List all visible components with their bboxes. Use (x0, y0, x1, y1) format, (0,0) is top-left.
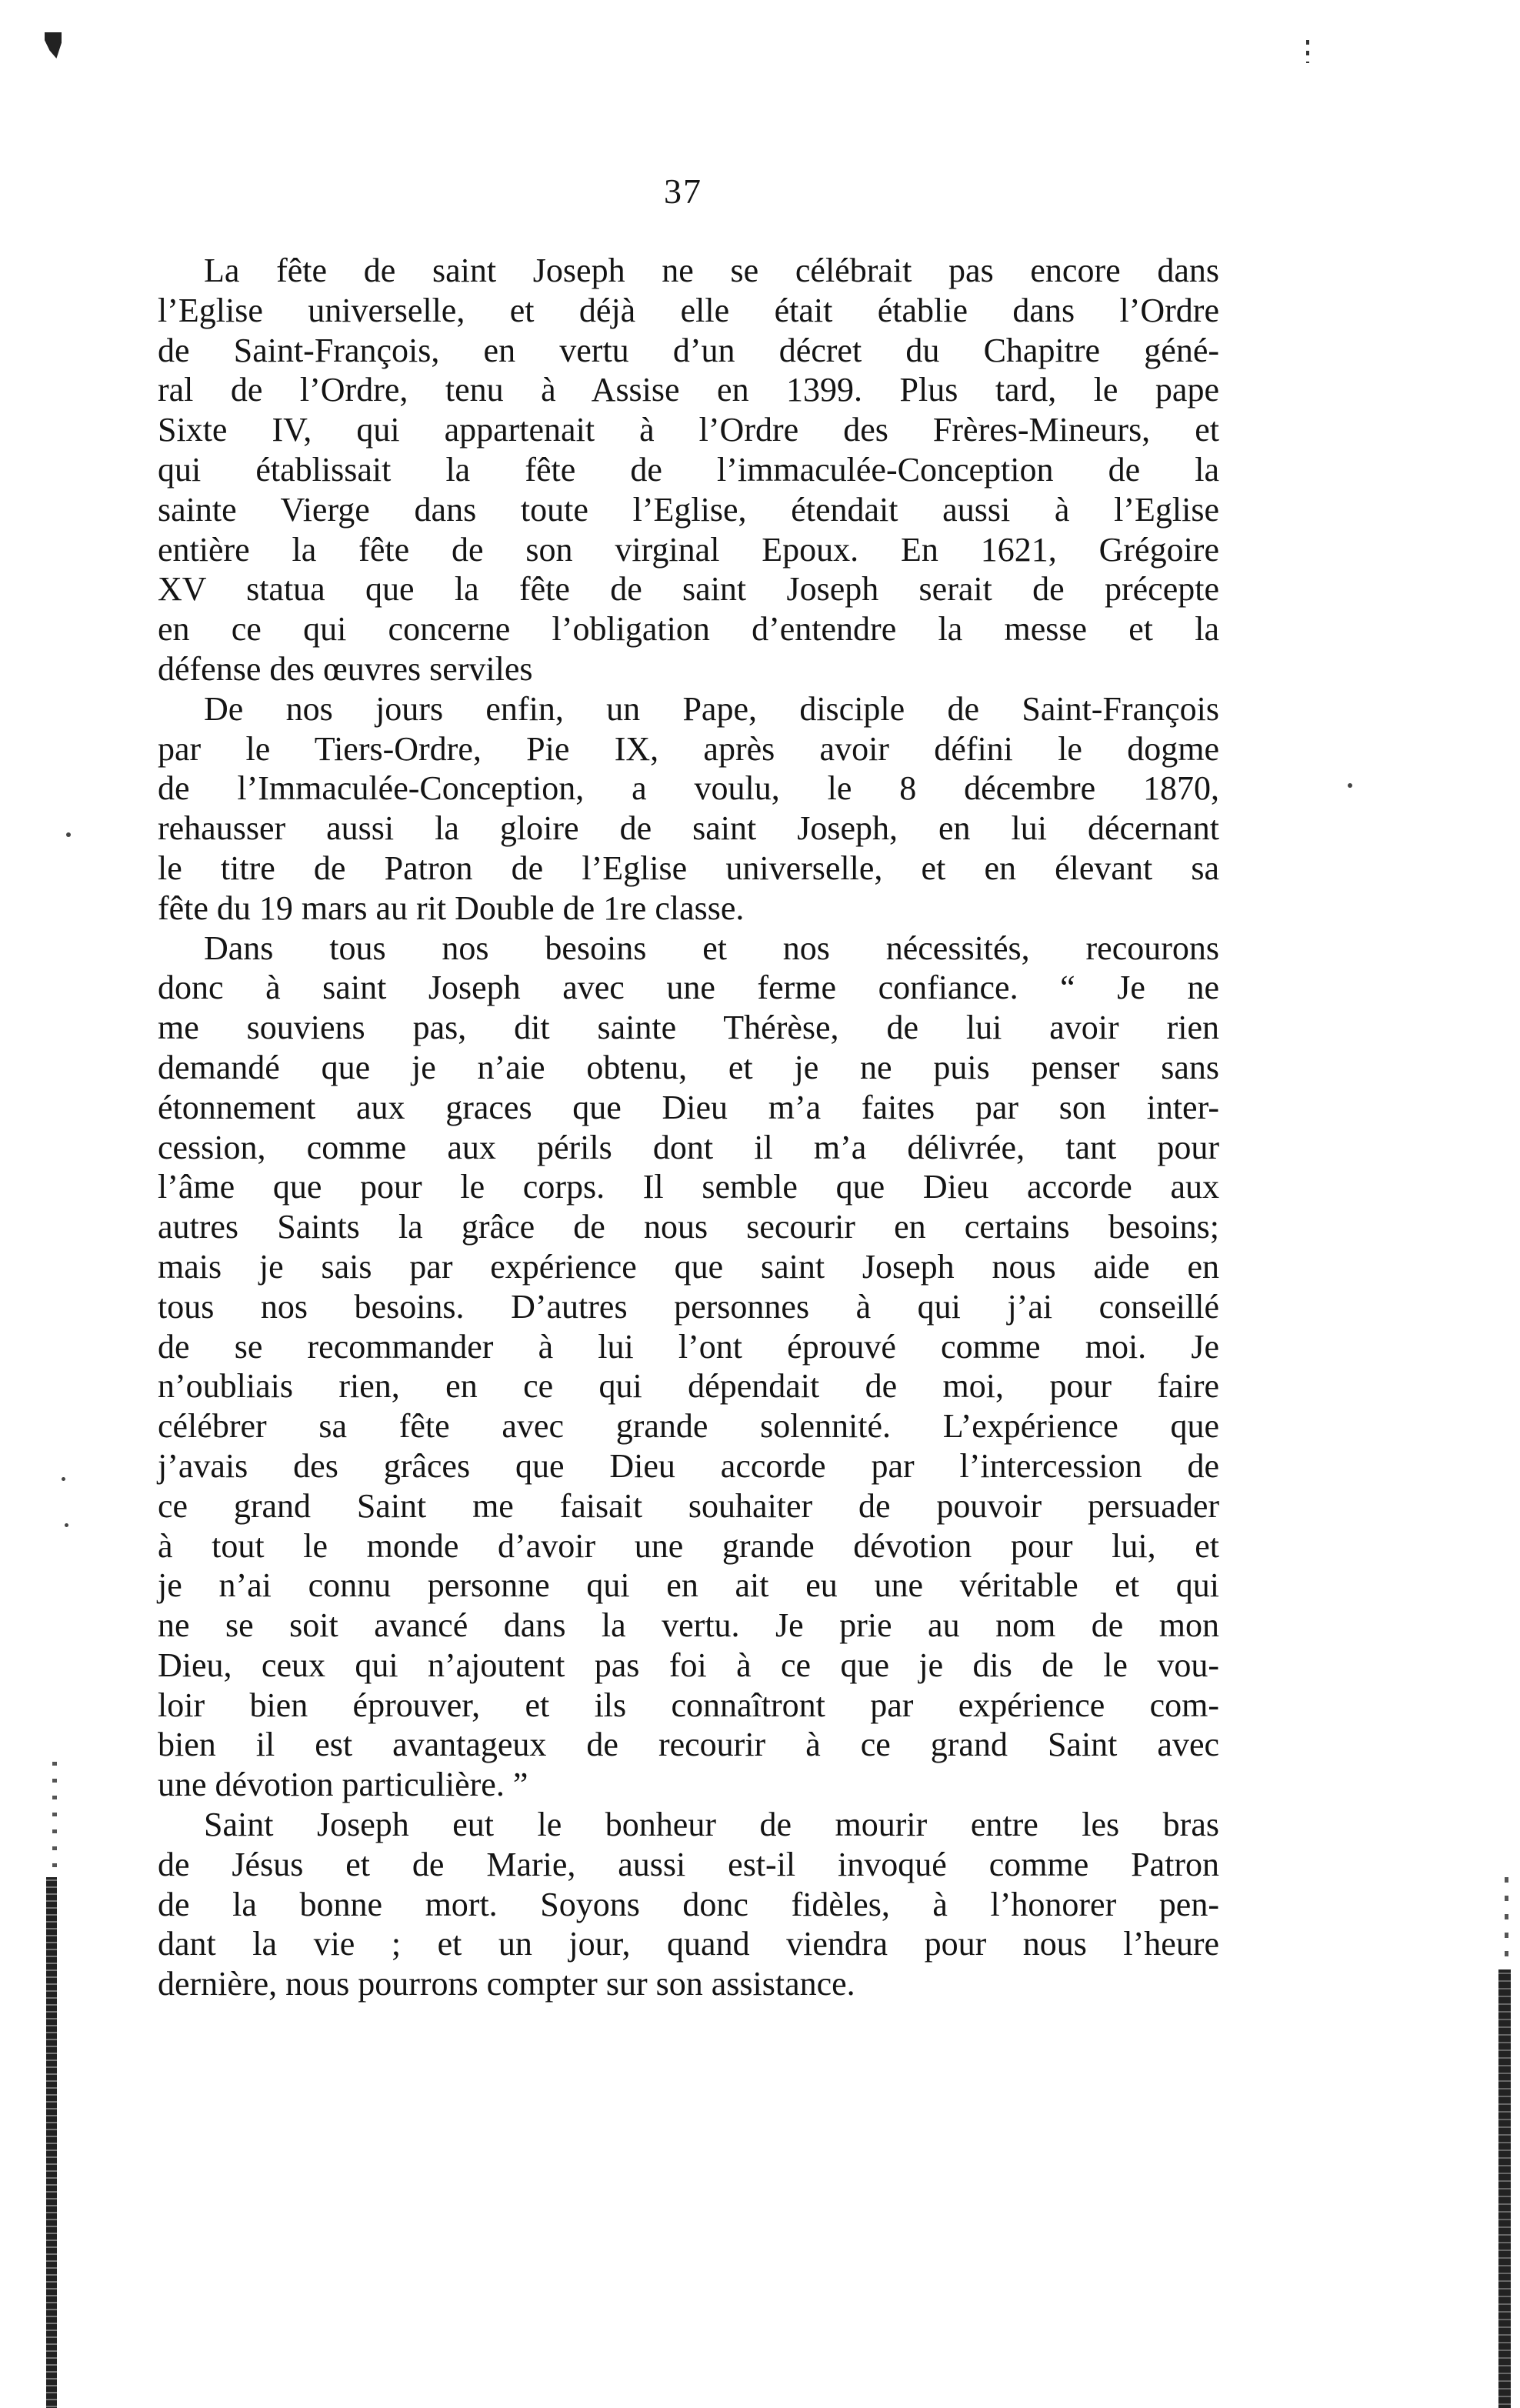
text-line: mais je sais par expérience que saint Joseph nous aide en (158, 1247, 1219, 1286)
text-line: l’Eglise universelle, et déjà elle était établie dans l’Ordre (158, 291, 1219, 329)
paragraph (158, 929, 1219, 1806)
text-line: ce grand Saint me faisait souhaiter de pouvoir persuader (158, 1486, 1219, 1525)
text-line: par le Tiers-Ordre, Pie IX, après avoir défini le dogme (158, 729, 1219, 768)
text-line: Saint Joseph eut le bonheur de mourir entre les bras (204, 1806, 1219, 1844)
text-line: le titre de Patron de l’Eglise universelle, et en élevant sa (158, 849, 1219, 887)
text-line: de Jésus et de Marie, aussi est-il invoqué comme Patron (158, 1845, 1219, 1883)
text-line: je n’ai connu personne qui en ait eu une véritable et qui (158, 1566, 1219, 1605)
text-line: célébrer sa fête avec grande solennité. L’expérience que (158, 1407, 1219, 1446)
scan-edge-right (1498, 1969, 1511, 2408)
text-line: Sixte IV, qui appartenait à l’Ordre des Frères-Mineurs, et (158, 411, 1219, 449)
body-text (158, 251, 1219, 2004)
text-line: en ce qui concerne l’obligation d’entendre la messe et la (158, 610, 1219, 649)
text-line: l’âme que pour le corps. Il semble que Dieu accorde aux (158, 1168, 1219, 1206)
text-line: entière la fête de son virginal Epoux. En 1621, Grégoire (158, 530, 1219, 569)
text-line: cession, comme aux périls dont il m’a délivrée, tant pour (158, 1128, 1219, 1166)
text-line: De nos jours enfin, un Pape, disciple de Saint-François (204, 689, 1219, 728)
text-line: de l’Immaculée-Conception, a voulu, le 8 décembre 1870, (158, 769, 1219, 808)
text-line: XV statua que la fête de saint Joseph serait de précepte (158, 570, 1219, 609)
text-line: ral de l’Ordre, tenu à Assise en 1399. Plus tard, le pape (158, 371, 1219, 409)
scan-speck (66, 832, 71, 837)
text-line: demandé que je n’aie obtenu, et je ne puis penser sans (158, 1048, 1219, 1086)
paragraph (158, 1805, 1219, 2004)
text-line: donc à saint Joseph avec une ferme confiance. “ Je ne (158, 969, 1219, 1007)
text-line: j’avais des grâces que Dieu accorde par l’intercession de (158, 1446, 1219, 1485)
text-line: de la bonne mort. Soyons donc fidèles, à l’honorer pen- (158, 1885, 1219, 1923)
text-line: ne se soit avancé dans la vertu. Je prie au nom de mon (158, 1606, 1219, 1645)
text-line: de se recommander à lui l’ont éprouvé comme moi. Je (158, 1327, 1219, 1366)
scan-artifact-top-right (1306, 40, 1309, 63)
text-line: à tout le monde d’avoir une grande dévotion pour lui, et (158, 1526, 1219, 1565)
paragraph (158, 251, 1219, 689)
scan-speck (1348, 783, 1352, 788)
text-line: une dévotion particulière. ” (158, 1766, 528, 1804)
text-line: n’oubliais rien, en ce qui dépendait de moi, pour faire (158, 1367, 1219, 1406)
text-line: me souviens pas, dit sainte Thérèse, de lui avoir rien (158, 1009, 1219, 1047)
text-line: rehausser aussi la gloire de saint Joseph, en lui décernant (158, 809, 1219, 848)
text-line: défense des œuvres serviles (158, 649, 533, 688)
text-line: étonnement aux graces que Dieu m’a faites par son inter- (158, 1088, 1219, 1126)
text-line: bien il est avantageux de recourir à ce grand Saint avec (158, 1726, 1219, 1764)
scan-artifact-top-left (45, 32, 62, 58)
scan-edge-left-dashes (52, 1762, 57, 1877)
scan-edge-left (46, 1877, 57, 2408)
text-line: autres Saints la grâce de nous secourir en certains besoins; (158, 1208, 1219, 1246)
text-line: de Saint-François, en vertu d’un décret du Chapitre géné- (158, 331, 1219, 369)
text-line: loir bien éprouver, et ils connaîtront par expérience com- (158, 1686, 1219, 1724)
text-line: tous nos besoins. D’autres personnes à qui j’ai conseillé (158, 1287, 1219, 1326)
text-line: qui établissait la fête de l’immaculée-Conception de la (158, 450, 1219, 489)
text-line: La fête de saint Joseph ne se célébrait pas encore dans (204, 252, 1219, 289)
scan-edge-right-dashes (1505, 1877, 1508, 1969)
scan-speck (65, 1523, 68, 1527)
text-line: Dans tous nos besoins et nos nécessités, recourons (204, 929, 1219, 967)
paragraph (158, 689, 1219, 929)
scan-speck (62, 1477, 65, 1481)
text-line: Dieu, ceux qui n’ajoutent pas foi à ce que je dis de le vou- (158, 1646, 1219, 1684)
text-line: dernière, nous pourrons compter sur son assistance. (158, 1965, 855, 2003)
text-line: fête du 19 mars au rit Double de 1re classe. (158, 889, 745, 927)
text-line: dant la vie ; et un jour, quand viendra pour nous l’heure (158, 1925, 1219, 1963)
page-number: 37 (664, 172, 702, 211)
text-line: sainte Vierge dans toute l’Eglise, étendait aussi à l’Eglise (158, 490, 1219, 529)
